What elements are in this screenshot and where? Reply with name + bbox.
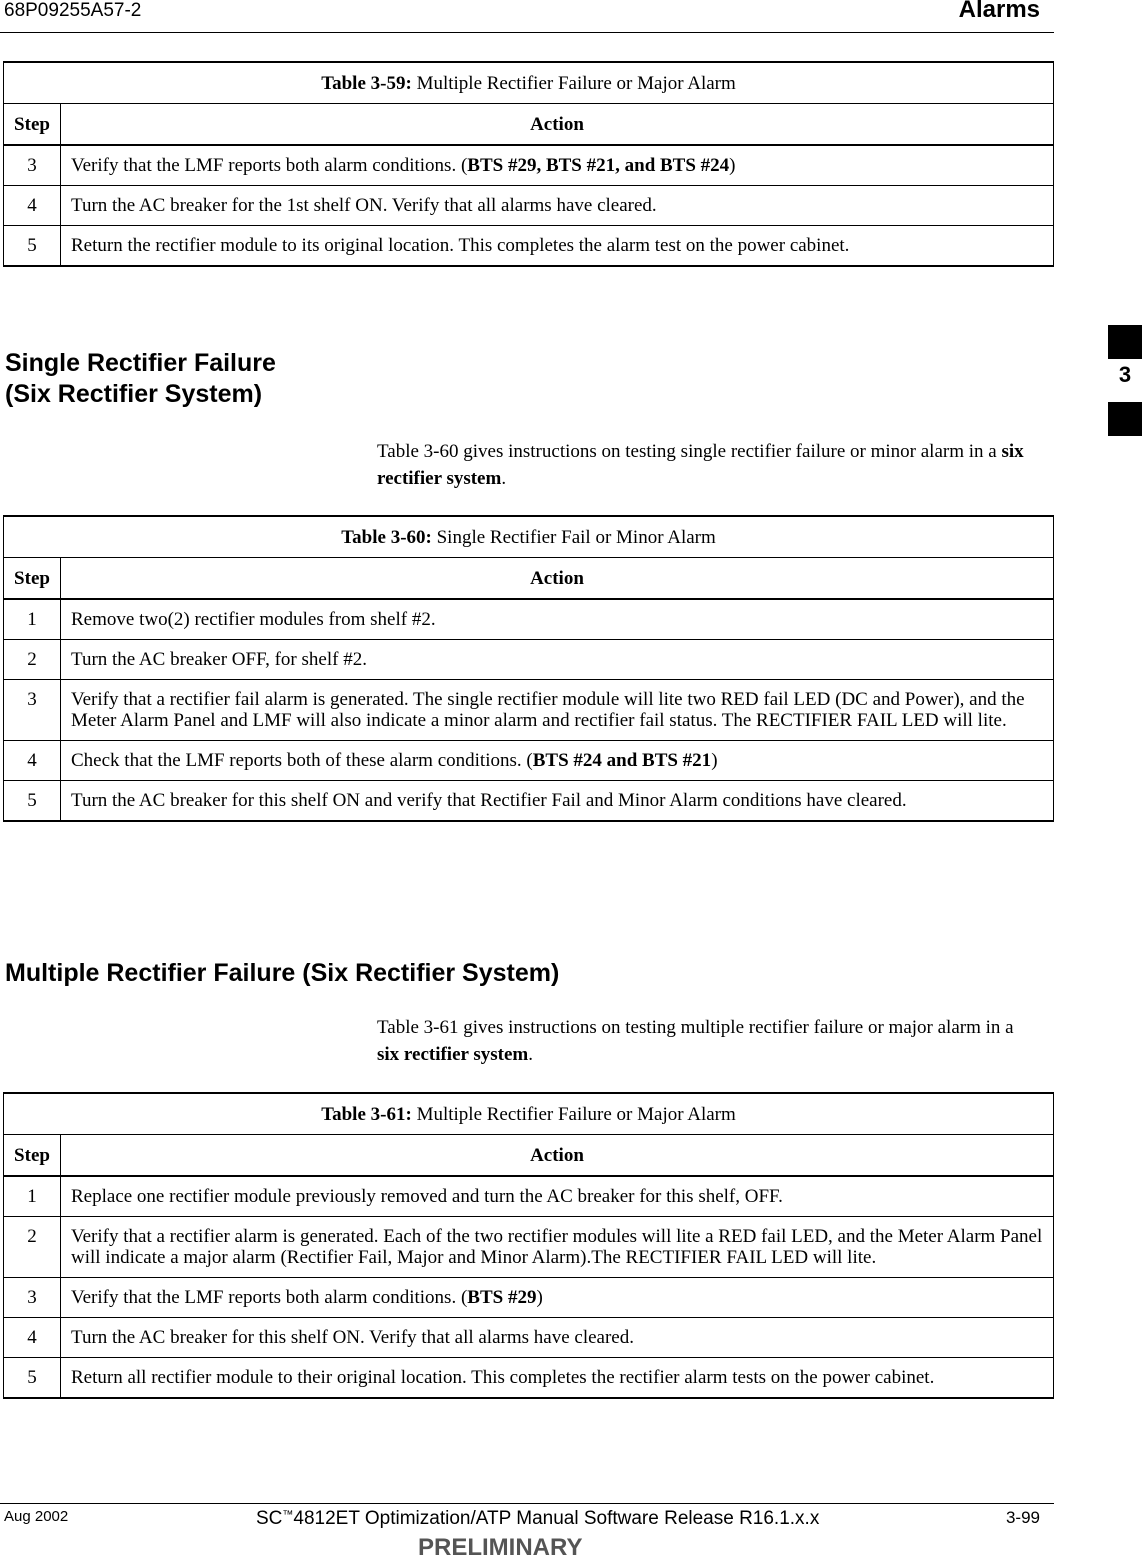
action-text: Turn the AC breaker for the 1st shelf ON. Verify that all alarms have cleared. — [71, 195, 657, 216]
intro-end: . — [501, 468, 507, 489]
table-3-61 — [3, 1092, 1054, 1399]
step-number: 3 — [4, 680, 61, 741]
action-text: Remove two(2) rectifier modules from shelf #2. — [71, 609, 436, 630]
step-number: 5 — [4, 226, 61, 267]
action-text: Verify that the LMF reports both alarm conditions. ( — [71, 1287, 468, 1308]
step-action — [61, 186, 1054, 226]
chapter-tab-number: 3 — [1118, 362, 1132, 387]
header-rule — [0, 32, 1054, 33]
step-number: 4 — [4, 1318, 61, 1358]
table-row — [4, 680, 1054, 741]
section-intro-multiple — [377, 1014, 1037, 1068]
step-action — [61, 1318, 1054, 1358]
table-row — [4, 640, 1054, 680]
footer-title-prefix: SC — [256, 1508, 283, 1529]
action-text-end: ) — [711, 750, 718, 771]
step-number: 2 — [4, 640, 61, 680]
step-action — [61, 1358, 1054, 1399]
step-action — [61, 226, 1054, 267]
step-action — [61, 599, 1054, 640]
table-row — [4, 781, 1054, 822]
table-caption-text: Single Rectifier Fail or Minor Alarm — [431, 526, 716, 548]
table-3-59 — [3, 61, 1054, 267]
step-number: 3 — [4, 145, 61, 186]
chapter-tab-lower — [1108, 402, 1142, 436]
intro-text: Table 3-61 gives instructions on testing multiple rectifier failure or major alarm in a — [377, 1017, 1014, 1038]
table-caption-text: Multiple Rectifier Failure or Major Alarm — [411, 1103, 736, 1125]
action-text: Verify that a rectifier fail alarm is generated. The single rectifier module will lite two RED fail LED (DC and Power), and the Meter Alarm Panel and LMF will also indicate a minor alarm and rectifier fail status. The RECTIFIER FAIL LED will lite. — [71, 689, 1025, 731]
table-caption-text: Multiple Rectifier Failure or Major Alarm — [411, 72, 736, 94]
intro-emphasis: six rectifier system — [377, 1044, 529, 1065]
preliminary-label: PRELIMINARY — [418, 1534, 583, 1561]
table-caption-label: Table 3-61: — [321, 1103, 412, 1125]
section-title-single-rectifier — [5, 348, 276, 410]
action-text: Return all rectifier module to their original location. This completes the rectifier alarm tests on the power cabinet. — [71, 1367, 935, 1388]
section-heading: Alarms — [958, 0, 1040, 23]
action-text: Check that the LMF reports both of these alarm conditions. ( — [71, 750, 533, 771]
step-action — [61, 1217, 1054, 1278]
table-caption-label: Table 3-59: — [321, 72, 412, 94]
column-header-action: Action — [61, 104, 1054, 146]
column-header-action: Action — [61, 1135, 1054, 1177]
action-text: Verify that the LMF reports both alarm conditions. ( — [71, 155, 468, 176]
section-title-line-2: (Six Rectifier System) — [5, 380, 263, 408]
chapter-tab-upper — [1108, 325, 1142, 359]
footer-title-rest: 4812ET Optimization/ATP Manual Software Release R16.1.x.x — [293, 1508, 820, 1529]
table-caption-label: Table 3-60: — [341, 526, 432, 548]
page-number: 3-99 — [1005, 1508, 1040, 1527]
step-action — [61, 741, 1054, 781]
action-emphasis: BTS #29, BTS #21, and BTS #24 — [467, 155, 730, 176]
trademark-symbol: ™ — [282, 1509, 294, 1521]
step-number: 1 — [4, 1176, 61, 1217]
intro-emphasis: six rectifier system — [377, 441, 1024, 489]
footer-date: Aug 2002 — [4, 1508, 69, 1525]
step-number: 4 — [4, 186, 61, 226]
intro-text: Table 3-60 gives instructions on testing single rectifier failure or minor alarm in a — [377, 441, 1002, 462]
action-text: Turn the AC breaker OFF, for shelf #2. — [71, 649, 367, 670]
column-header-action: Action — [61, 558, 1054, 600]
section-title-line-1: Single Rectifier Failure — [5, 349, 276, 377]
document-number: 68P09255A57-2 — [4, 0, 142, 21]
table-3-60 — [3, 515, 1054, 822]
table-caption — [4, 516, 1054, 558]
table-caption — [4, 1093, 1054, 1135]
step-number: 5 — [4, 781, 61, 822]
footer-rule — [0, 1503, 1054, 1504]
action-text: Turn the AC breaker for this shelf ON. Verify that all alarms have cleared. — [71, 1327, 634, 1348]
action-text: Replace one rectifier module previously removed and turn the AC breaker for this shelf, OFF. — [71, 1186, 783, 1207]
action-emphasis: BTS #29 — [467, 1287, 537, 1308]
column-header-step: Step — [4, 1135, 61, 1177]
step-action — [61, 781, 1054, 822]
table-row — [4, 1318, 1054, 1358]
section-intro-single — [377, 438, 1037, 492]
step-number: 5 — [4, 1358, 61, 1399]
action-text: Turn the AC breaker for this shelf ON and verify that Rectifier Fail and Minor Alarm conditions have cleared. — [71, 790, 907, 811]
step-action — [61, 1278, 1054, 1318]
action-text: Return the rectifier module to its original location. This completes the alarm test on the power cabinet. — [71, 235, 850, 256]
table-row — [4, 1358, 1054, 1399]
action-emphasis: BTS #24 and BTS #21 — [532, 750, 712, 771]
action-text-end: ) — [729, 155, 736, 176]
section-title-multiple-rectifier: Multiple Rectifier Failure (Six Rectifier System) — [5, 959, 560, 987]
action-text: Verify that a rectifier alarm is generated. Each of the two rectifier modules will lite a RED fail LED, and the Meter Alarm Panel will indicate a major alarm (Rectifier Fail, Major and Minor Alarm).The RECTIFIER FAIL LED will lite. — [71, 1226, 1043, 1268]
intro-end: . — [528, 1044, 533, 1065]
action-text-end: ) — [536, 1287, 543, 1308]
table-row — [4, 186, 1054, 226]
table-row — [4, 1278, 1054, 1318]
table-row — [4, 741, 1054, 781]
step-action — [61, 145, 1054, 186]
step-number: 3 — [4, 1278, 61, 1318]
column-header-step: Step — [4, 558, 61, 600]
step-number: 4 — [4, 741, 61, 781]
footer-manual-title — [256, 1508, 819, 1530]
table-caption — [4, 62, 1054, 104]
table-row — [4, 1217, 1054, 1278]
step-action — [61, 640, 1054, 680]
step-action — [61, 1176, 1054, 1217]
table-row — [4, 1176, 1054, 1217]
column-header-step: Step — [4, 104, 61, 146]
step-number: 2 — [4, 1217, 61, 1278]
table-row — [4, 226, 1054, 267]
table-row — [4, 145, 1054, 186]
step-number: 1 — [4, 599, 61, 640]
table-row — [4, 599, 1054, 640]
step-action — [61, 680, 1054, 741]
